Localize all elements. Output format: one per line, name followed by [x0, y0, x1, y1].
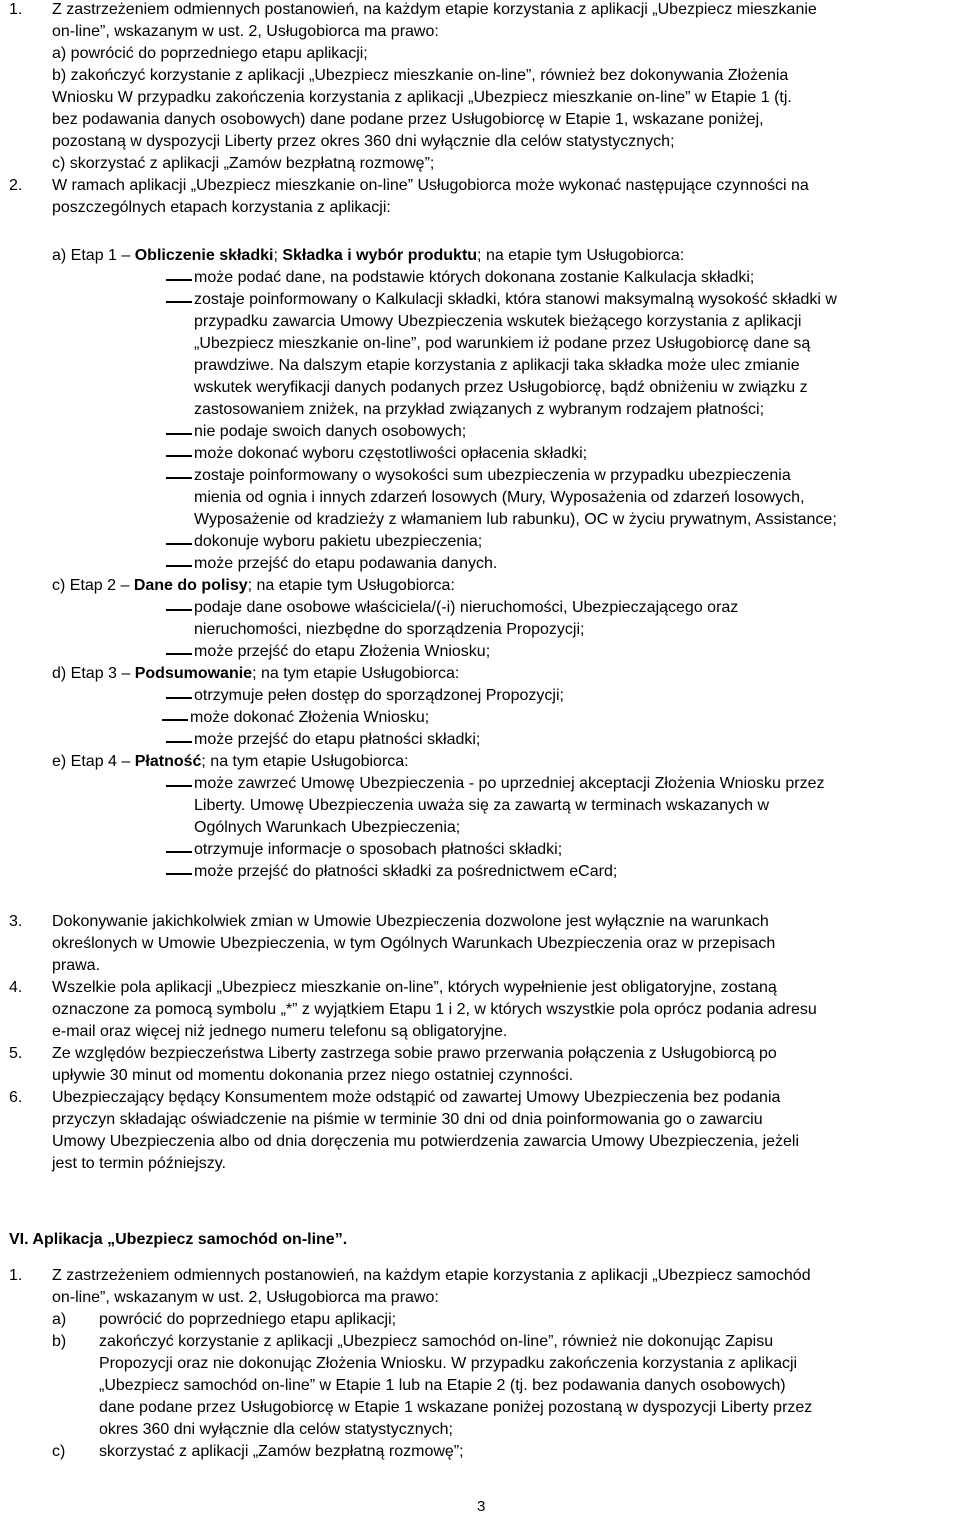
list-item: zakończyć korzystanie z aplikacji „Ubezpiecz samochód on-line”, również nie dokonując Zapisu: [99, 1333, 774, 1350]
etap-suffix: ; na tym etapie Usługobiorca:: [201, 753, 409, 770]
bullet-text: może przejść do etapu płatności składki;: [194, 731, 481, 748]
bullet-text: nieruchomości, niezbędne do sporządzenia Propozycji;: [194, 621, 585, 638]
paragraph-line: bez podawania danych osobowych) dane podane przez Usługobiorcę w Etapie 1, wskazane poniżej,: [52, 111, 764, 128]
paragraph-line: e-mail oraz więcej niż jednego numeru telefonu są obligatoryjne.: [52, 1023, 508, 1040]
item-number: 1.: [9, 1267, 23, 1284]
item-number: 2.: [9, 177, 23, 194]
etap-suffix: ; na etapie tym Usługobiorca:: [477, 247, 685, 264]
bullet-text: prawdziwe. Na dalszym etapie korzystania z aplikacji taka składka może ulec zmianie: [194, 357, 800, 374]
bullet-text: może zawrzeć Umowę Ubezpieczenia - po uprzedniej akceptacji Złożenia Wniosku przez: [194, 775, 825, 792]
paragraph-line: poszczególnych etapach korzystania z aplikacji:: [52, 199, 391, 216]
dash-bullet: [166, 873, 192, 875]
etap-prefix: d) Etap 3 –: [52, 665, 135, 682]
paragraph-line: okres 360 dni wyłącznie dla celów statystycznych;: [99, 1421, 453, 1438]
bullet-text: dokonuje wyboru pakietu ubezpieczenia;: [194, 533, 483, 550]
list-item: skorzystać z aplikacji „Zamów bezpłatną rozmowę”;: [99, 1443, 464, 1460]
dash-bullet: [166, 279, 192, 281]
list-label: b): [52, 1333, 67, 1350]
bullet-text: może przejść do etapu podawania danych.: [194, 555, 498, 572]
dash-bullet: [166, 785, 192, 787]
item-number: 3.: [9, 913, 23, 930]
list-item: b) zakończyć korzystanie z aplikacji „Ubezpiecz mieszkanie on-line”, również bez dokonywania Złożenia: [52, 67, 789, 84]
paragraph-line: on-line”, wskazanym w ust. 2, Usługobiorca ma prawo:: [52, 23, 439, 40]
paragraph-line: dane podane przez Usługobiorcę w Etapie 1 wskazane poniżej pozostaną w dyspozycji Liberty przez: [99, 1399, 813, 1416]
bullet-text: może przejść do płatności składki za pośrednictwem eCard;: [194, 863, 618, 880]
etap-suffix: ; na etapie tym Usługobiorca:: [247, 577, 455, 594]
list-label: c): [52, 1443, 66, 1460]
etap-suffix: ; na tym etapie Usługobiorca:: [252, 665, 460, 682]
etap-separator: ;: [273, 247, 283, 264]
etap-title: Dane do polisy: [133, 577, 248, 594]
paragraph-line: Wniosku W przypadku zakończenia korzystania z aplikacji „Ubezpiecz mieszkanie on-line” w Etapie 1 (tj.: [52, 89, 792, 106]
paragraph-line: Dokonywanie jakichkolwiek zmian w Umowie Ubezpieczenia dozwolone jest wyłącznie na warunkach: [52, 913, 769, 930]
bullet-text: Wyposażenie od kradzieży z włamaniem lub rabunku), OC w życiu prywatnym, Assistance;: [194, 511, 837, 528]
item-number: 4.: [9, 979, 23, 996]
paragraph-line: Umowy Ubezpieczenia albo od dnia doręczenia mu potwierdzenia zawarcia Umowy Ubezpieczenia, jeżeli: [52, 1133, 800, 1150]
etap-title: Obliczenie składki: [134, 247, 274, 264]
paragraph-line: W ramach aplikacji „Ubezpiecz mieszkanie on-line” Usługobiorca może wykonać następujące czynności na: [52, 177, 809, 194]
bullet-text: może dokonać wyboru częstotliwości opłacenia składki;: [194, 445, 588, 462]
bullet-text: może przejść do etapu Złożenia Wniosku;: [194, 643, 491, 660]
page-number: 3: [477, 1498, 486, 1515]
bullet-text: wskutek weryfikacji danych podanych przez Usługobiorcę, bądź obniżeniu w związku z: [194, 379, 808, 396]
paragraph-line: Ze względów bezpieczeństwa Liberty zastrzega sobie prawo przerwania połączenia z Usługobiorcą po: [52, 1045, 777, 1062]
dash-bullet: [166, 433, 192, 435]
etap-title: Składka i wybór produktu: [282, 247, 478, 264]
etap-prefix: c) Etap 2 –: [52, 577, 134, 594]
paragraph-line: jest to termin późniejszy.: [52, 1155, 226, 1172]
bullet-text: „Ubezpiecz mieszkanie on-line”, pod warunkiem iż podane przez Usługobiorcę dane są: [194, 335, 811, 352]
bullet-text: może podać dane, na podstawie których dokonana zostanie Kalkulacja składki;: [194, 269, 755, 286]
etap-prefix: a) Etap 1 –: [52, 247, 135, 264]
dash-bullet: [166, 477, 192, 479]
bullet-text: przypadku zawarcia Umowy Ubezpieczenia wskutek bieżącego korzystania z aplikacji: [194, 313, 802, 330]
bullet-text: zostaje poinformowany o Kalkulacji składki, która stanowi maksymalną wysokość składki w: [194, 291, 837, 308]
list-item: powrócić do poprzedniego etapu aplikacji;: [99, 1311, 397, 1328]
bullet-text: mienia od ognia i innych zdarzeń losowych (Mury, Wyposażenia od zdarzeń losowych,: [194, 489, 805, 506]
bullet-text: może dokonać Złożenia Wniosku;: [190, 709, 430, 726]
dash-bullet: [166, 609, 192, 611]
paragraph-line: upływie 30 minut od momentu dokonania przez niego ostatniej czynności.: [52, 1067, 574, 1084]
etap-heading: [52, 752, 409, 772]
bullet-text: Ogólnych Warunkach Ubezpieczenia;: [194, 819, 461, 836]
etap-title: Płatność: [134, 753, 202, 770]
paragraph-line: oznaczone za pomocą symbolu „*” z wyjątkiem Etapu 1 i 2, w których wszystkie pola oprócz podania adresu: [52, 1001, 817, 1018]
dash-bullet: [166, 455, 192, 457]
bullet-text: zostaje poinformowany o wysokości sum ubezpieczenia w przypadku ubezpieczenia: [194, 467, 791, 484]
dash-bullet: [166, 741, 192, 743]
paragraph-line: określonych w Umowie Ubezpieczenia, w tym Ogólnych Warunkach Ubezpieczenia oraz w przepisach: [52, 935, 776, 952]
paragraph-line: Ubezpieczający będący Konsumentem może odstąpić od zawartej Umowy Ubezpieczenia bez podania: [52, 1089, 781, 1106]
list-item: a) powrócić do poprzedniego etapu aplikacji;: [52, 45, 368, 62]
dash-bullet: [166, 565, 192, 567]
paragraph-line: on-line”, wskazanym w ust. 2, Usługobiorca ma prawo:: [52, 1289, 439, 1306]
item-number: 1.: [9, 1, 23, 18]
etap-title: Podsumowanie: [134, 665, 253, 682]
paragraph-line: Wszelkie pola aplikacji „Ubezpiecz mieszkanie on-line”, których wypełnienie jest obligatoryjne, zostaną: [52, 979, 777, 996]
item-number: 6.: [9, 1089, 23, 1106]
bullet-text: Liberty. Umowę Ubezpieczenia uważa się za zawartą w terminach wskazanych w: [194, 797, 770, 814]
etap-prefix: e) Etap 4 –: [52, 753, 135, 770]
list-label: a): [52, 1311, 67, 1328]
etap-heading: [52, 576, 455, 596]
dash-bullet: [166, 851, 192, 853]
dash-bullet: [162, 719, 188, 721]
section-heading: VI. Aplikacja „Ubezpiecz samochód on-line”.: [9, 1231, 348, 1248]
paragraph-line: przyczyn składając oświadczenie na piśmie w terminie 30 dni od dnia poinformowania go o zawarciu: [52, 1111, 763, 1128]
paragraph-line: „Ubezpiecz samochód on-line” w Etapie 1 lub na Etapie 2 (tj. bez podawania danych osobowych): [99, 1377, 786, 1394]
bullet-text: nie podaje swoich danych osobowych;: [194, 423, 467, 440]
paragraph-line: pozostaną w dyspozycji Liberty przez okres 360 dni wyłącznie dla celów statystycznych;: [52, 133, 675, 150]
etap-heading: [52, 246, 684, 266]
etap-heading: [52, 664, 459, 684]
list-item: c) skorzystać z aplikacji „Zamów bezpłatną rozmowę”;: [52, 155, 435, 172]
dash-bullet: [166, 653, 192, 655]
bullet-text: otrzymuje pełen dostęp do sporządzonej Propozycji;: [194, 687, 564, 704]
bullet-text: podaje dane osobowe właściciela/(-i) nieruchomości, Ubezpieczającego oraz: [194, 599, 739, 616]
item-number: 5.: [9, 1045, 23, 1062]
paragraph-line: Z zastrzeżeniem odmiennych postanowień, na każdym etapie korzystania z aplikacji „Ubezpiecz samochód: [52, 1267, 811, 1284]
bullet-text: otrzymuje informacje o sposobach płatności składki;: [194, 841, 563, 858]
dash-bullet: [166, 697, 192, 699]
dash-bullet: [166, 543, 192, 545]
paragraph-line: Z zastrzeżeniem odmiennych postanowień, na każdym etapie korzystania z aplikacji „Ubezpiecz mieszkanie: [52, 1, 817, 18]
dash-bullet: [166, 301, 192, 303]
paragraph-line: Propozycji oraz nie dokonując Złożenia Wniosku. W przypadku zakończenia korzystania z aplikacji: [99, 1355, 798, 1372]
bullet-text: zastosowaniem zniżek, na przykład związanych z wybranym rodzajem płatności;: [194, 401, 765, 418]
paragraph-line: prawa.: [52, 957, 101, 974]
